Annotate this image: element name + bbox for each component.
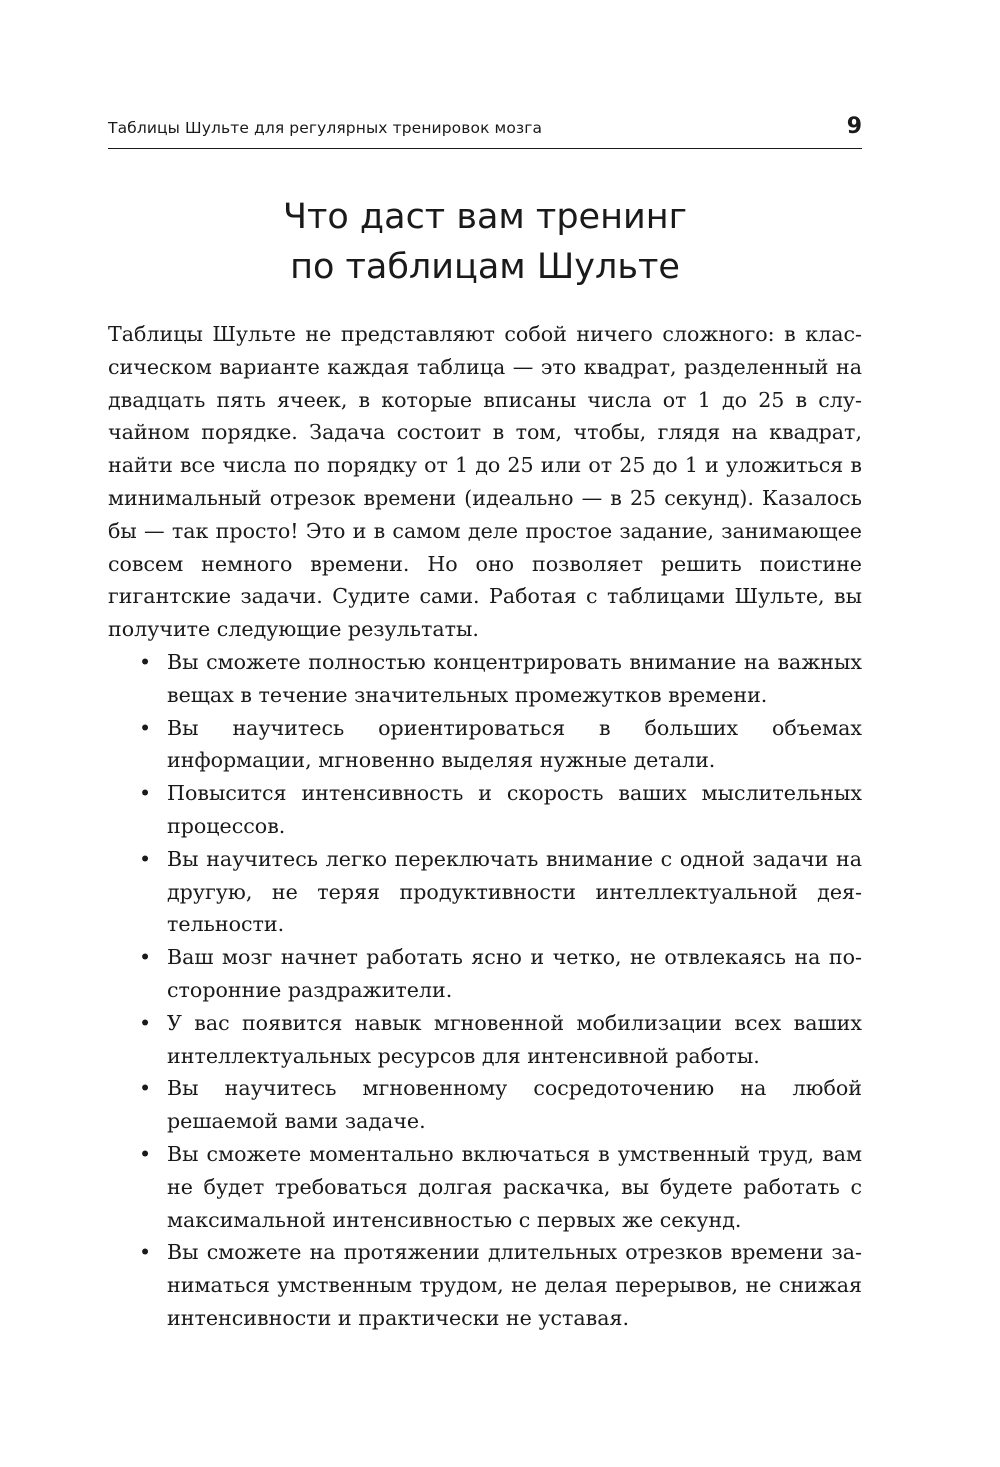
bullet-icon: • [139,1010,152,1035]
list-item [108,712,862,778]
list-item-text: Вы научитесь мгновенному сосредоточению на любой решаемой вами задаче. [167,1076,862,1134]
bullet-icon: • [139,715,152,740]
bullet-icon: • [139,649,152,674]
list-item [108,1072,862,1138]
bullet-icon: • [139,781,152,806]
bullet-icon: • [139,1076,152,1101]
intro-paragraph: Таблицы Шульте не представляют собой ничего сложного: в классическом варианте каждая таблица — это квадрат, разделенный на двадцать пять ячеек, в которые вписаны числа от 1 до 25 в случайном порядке. Задача состоит в том, чтобы, глядя на квадрат, найти все числа по порядку от 1 до 25 или от 25 до 1 и уложиться в минимальный отрезок времени (идеально — в 25 секунд). Казалось бы — так просто! Это и в самом деле простое задание, занимающее совсем немного времени. Но оно позволяет решить поистине гигантские задачи. Судите сами. Работая с таблицами Шульте, вы получите следующие результаты. [108,322,862,642]
list-item-text: Вы сможете на протяжении длительных отрезков времени заниматься умственным трудом, не делая перерывов, не снижая интенсивности и практически не уставая. [167,1240,862,1330]
bullet-icon: • [139,945,152,970]
running-header [108,108,862,149]
list-item-text: Вы научитесь ориентироваться в больших объемах информации, мгновенно выделяя нужные детали. [167,715,862,773]
list-item-text: Вы сможете полностью концентрировать внимание на важных вещах в течение значительных промежутков времени. [167,649,862,707]
bullet-icon: • [139,846,152,871]
benefits-list [108,646,862,1335]
list-item [108,941,862,1007]
list-item-text: Вы научитесь легко переключать внимание с одной задачи на другую, не теряя продуктивности интеллектуальной деятельности. [167,846,862,937]
list-item [108,843,862,941]
list-item [108,1138,862,1236]
list-item-text: Повысится интенсивность и скорость ваших мыслительных процессов. [167,781,862,838]
chapter-title-line-1: Что даст вам тренинг [283,197,687,237]
list-item-text: Ваш мозг начнет работать ясно и четко, не отвлекаясь на посторонние раздражители. [167,945,862,1002]
bullet-icon: • [139,1240,152,1265]
list-item [108,1236,862,1334]
bullet-icon: • [139,1141,152,1166]
list-item [108,777,862,843]
chapter-title [108,192,862,292]
page-number: 9 [846,114,862,139]
running-title: Таблицы Шульте для регулярных тренировок мозга [108,119,543,137]
body-text [108,318,862,1335]
list-item-text: Вы сможете моментально включаться в умственный труд, вам не будет требоваться долгая раскачка, вы будете работать с максимальной интенсивностью с первых же секунд. [167,1141,862,1232]
chapter-title-line-2: по таблицам Шульте [290,247,680,287]
list-item [108,1007,862,1073]
list-item-text: У вас появится навык мгновенной мобилизации всех ваших интеллектуальных ресурсов для интенсивной работы. [167,1010,862,1068]
list-item [108,646,862,712]
